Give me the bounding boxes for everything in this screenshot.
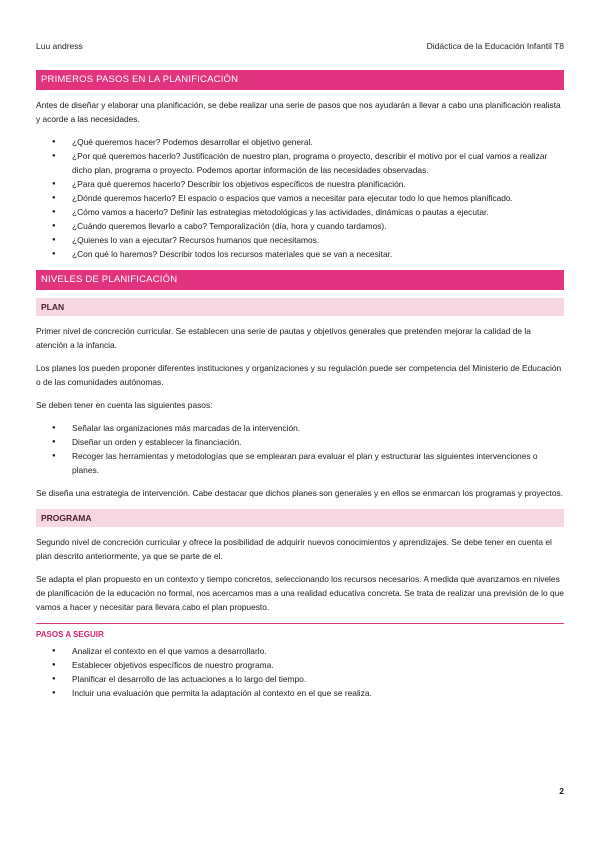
list-item: ● ¿Por qué queremos hacerlo? Justificación de nuestro plan, programa o proyecto, describir el motivo por el cual vamos a realizar dicho plan, programa o proyecto. Podemos aportar información de las necesidades observadas.: [36, 149, 564, 177]
programa-paragraph-1: Segundo nivel de concreción curricular y ofrece la posibilidad de adquirir nuevos conocimientos y aprendizajes. Se debe tener en cuenta el plan descrito anteriormente, ya que se parte de el.: [36, 537, 552, 561]
plan-paragraph-3: Se deben tener en cuenta las siguientes pasos:: [36, 400, 213, 410]
list-item: ● Analizar el contexto en el que vamos a desarrollarlo.: [36, 644, 564, 658]
plan-steps-list: [36, 421, 564, 477]
list-item: ● ¿Cuándo queremos llevarlo a cabo? Temporalización (día, hora y cuando tardamos).: [36, 219, 564, 233]
subsection-heading-plan: PLAN: [36, 298, 564, 316]
list-item: ● Establecer objetivos específicos de nuestro programa.: [36, 658, 564, 672]
programa-paragraph-2: Se adapta el plan propuesto en un contexto y tiempo concretos, seleccionando los recursos necesarios. A medida que avanzamos en niveles de planificación de la educación no formal, nos acercamos mas a una realidad educativa concreta. Se trata de realizar una previsión de lo que vamos a hacer y necesitar para llevara cabo el plan propuesto.: [36, 574, 564, 612]
list-item: ● ¿Cómo vamos a hacerlo? Definir las estrategias metodológicas y las actividades, dinámicas o pautas a ejecutar.: [36, 205, 564, 219]
plan-paragraph-4: Se diseña una estrategia de intervención. Cabe destacar que dichos planes son generales y en ellos se enmarcan los programas y proyectos.: [36, 488, 564, 498]
subsection-heading-programa: PROGRAMA: [36, 509, 564, 527]
subsection-heading-pasos: PASOS A SEGUIR: [36, 623, 564, 639]
list-item: ● Señalar las organizaciones más marcadas de la intervención.: [36, 421, 564, 435]
questions-list: [36, 135, 564, 261]
course-title: Didáctica de la Educación Infantil T8: [426, 41, 564, 51]
list-item: ● Diseñar un orden y establecer la financiación.: [36, 435, 564, 449]
list-item: ● Planificar el desarrollo de las actuaciones a lo largo del tiempo.: [36, 672, 564, 686]
list-item: ● ¿Dónde queremos hacerlo? El espacio o espacios que vamos a necesitar para ejecutar todo lo que hemos planificado.: [36, 191, 564, 205]
author-name: Luu andress: [36, 41, 83, 51]
list-item: ● Recoger las herramientas y metodologías que se emplearan para evaluar el plan y estructurar las siguientes intervenciones o planes.: [36, 449, 564, 477]
section-heading-niveles: NIVELES DE PLANIFICACIÓN: [36, 270, 564, 290]
page-header: [36, 41, 564, 51]
list-item: ● Incluir una evaluación que permita la adaptación al contexto en el que se realiza.: [36, 686, 564, 700]
page-number: 2: [559, 786, 564, 796]
list-item: ● ¿Qué queremos hacer? Podemos desarrollar el objetivo general.: [36, 135, 564, 149]
list-item: ● ¿Quienes lo van a ejecutar? Recursos humanos que necesitamos.: [36, 233, 564, 247]
intro-paragraph: Antes de diseñar y elaborar una planificación, se debe realizar una serie de pasos que nos ayudarán a llevar a cabo una planificación realista y acorde a las necesidades.: [36, 100, 561, 124]
plan-paragraph-1: Primer nivel de concreción curricular. Se establecen una serie de pautas y objetivos generales que pretenden mejorar la calidad de la atención a la infancia.: [36, 326, 531, 350]
page-content: [36, 70, 564, 709]
pasos-list: [36, 644, 564, 700]
list-item: ● ¿Para qué queremos hacerlo? Describir los objetivos específicos de nuestra planificación.: [36, 177, 564, 191]
plan-paragraph-2: Los planes los pueden proponer diferentes instituciones y organizaciones y su regulación puede ser competencia del Ministerio de Educación o de las comunidades autónomas.: [36, 363, 562, 387]
section-heading-primeros-pasos: PRIMEROS PASOS EN LA PLANIFICACIÓN: [36, 70, 564, 90]
list-item: ● ¿Con qué lo haremos? Describir todos los recursos materiales que se van a necesitar.: [36, 247, 564, 261]
